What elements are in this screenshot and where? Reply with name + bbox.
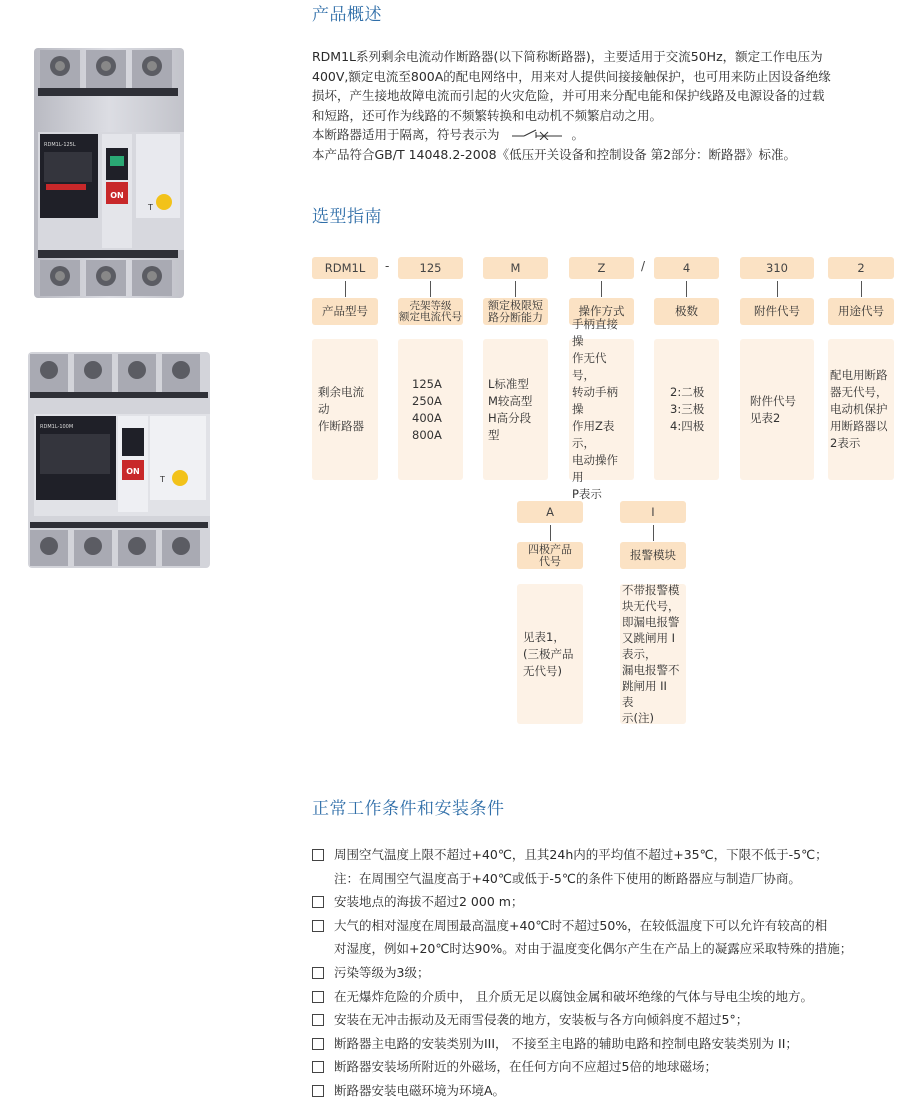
separator-slash: / <box>641 259 646 273</box>
code-box-frame: 125 <box>398 257 463 279</box>
desc-alarm: 不带报警模 块无代号， 即漏电报警 又跳闸用 I 表示， 漏电报警不 跳闸用 II 表 示(注) <box>620 584 686 724</box>
desc-frame: 125A 250A 400A 800A <box>398 339 463 480</box>
label-model: 产品型号 <box>312 298 378 325</box>
svg-text:T: T <box>148 203 153 212</box>
condition-item <box>312 985 912 1009</box>
condition-text: 对湿度，例如+20℃时达90%。对由于温度变化偶尔产生在产品上的凝露应采取特殊的措施； <box>334 941 853 957</box>
desc-poles: 2:二极 3:三极 4:四极 <box>654 339 719 480</box>
overview-line: 损坏，产生接地故障电流而引起的火灾危险，并可用来分配电能和保护线路及电源设备的过载 <box>312 88 825 103</box>
product-image-3pole <box>24 48 192 298</box>
desc-model: 剩余电流动 作断路器 <box>312 339 378 480</box>
label-operation: 操作方式 <box>569 298 634 325</box>
connector-line <box>430 281 431 297</box>
product-image-4pole <box>24 352 214 568</box>
checkbox-icon <box>312 1085 324 1097</box>
condition-note <box>312 867 912 891</box>
connector-line <box>601 281 602 297</box>
code-box-operation: Z <box>569 257 634 279</box>
separator-dash: - <box>385 259 390 273</box>
label-alarm: 报警模块 <box>620 542 686 569</box>
condition-text: 断路器安装场所附近的外磁场，在任何方向不应超过5倍的地球磁场； <box>334 1059 717 1075</box>
condition-item <box>312 1008 912 1032</box>
desc-four-pole: 见表1， (三极产品 无代号) <box>517 584 583 724</box>
conditions-title: 正常工作条件和安装条件 <box>312 799 505 819</box>
isolation-symbol-icon <box>510 128 568 140</box>
connector-line <box>515 281 516 297</box>
checkbox-icon <box>312 1061 324 1073</box>
code-box-four-pole: A <box>517 501 583 523</box>
desc-operation: 操 作无代号， 转动手柄操 作用Z表示， 电动操作用 P表示 <box>569 339 634 480</box>
svg-text:ON: ON <box>110 191 124 200</box>
code-box-poles: 4 <box>654 257 719 279</box>
condition-item <box>312 961 912 985</box>
code-box-alarm: I <box>620 501 686 523</box>
label-accessory: 附件代号 <box>740 298 814 325</box>
connector-line <box>550 525 551 541</box>
condition-text: 注：在周围空气温度高于+40℃或低于-5℃的条件下使用的断路器应与制造厂协商。 <box>334 870 801 886</box>
isolation-end: 。 <box>571 127 584 142</box>
overview-line: RDM1L系列剩余电流动作断路器(以下简称断路器)，主要适用于交流50Hz，额定工作电压为 <box>312 49 823 64</box>
label-frame: 壳架等级 额定电流代号 <box>398 298 463 325</box>
condition-item <box>312 914 912 938</box>
connector-line <box>777 281 778 297</box>
checkbox-icon <box>312 896 324 908</box>
condition-item <box>312 890 912 914</box>
condition-item <box>312 843 912 867</box>
condition-text: 断路器主电路的安装类别为III， 不接至主电路的辅助电路和控制电路安装类别为 II； <box>334 1035 798 1051</box>
checkbox-icon <box>312 991 324 1003</box>
checkbox-icon <box>312 967 324 979</box>
overview-line: 400V,额定电流至800A的配电网络中，用来对人提供间接接触保护，也可用来防止因设备绝缘 <box>312 68 831 84</box>
svg-text:T: T <box>160 475 165 484</box>
connector-line <box>686 281 687 297</box>
condition-text: 断路器安装电磁环境为环境A。 <box>334 1082 506 1098</box>
connector-line <box>345 281 346 297</box>
label-four-pole: 四极产品 代号 <box>517 542 583 569</box>
condition-continuation <box>312 937 912 961</box>
desc-accessory: 附件代号 见表2 <box>740 339 814 480</box>
standard-line: 本产品符合GB/T 14048.2-2008《低压开关设备和控制设备 第2部分：断路器》标准。 <box>312 146 797 162</box>
guide-title: 选型指南 <box>312 207 382 227</box>
condition-text: 周围空气温度上限不超过+40℃，且其24h内的平均值不超过+35℃，下限不低于-5℃； <box>334 847 828 862</box>
svg-text:RDM1L-125L: RDM1L-125L <box>44 142 76 148</box>
overview-line: 和短路，还可作为线路的不频繁转换和电动机不频繁启动之用。 <box>312 107 663 123</box>
checkbox-icon <box>312 1038 324 1050</box>
condition-text: 在无爆炸危险的介质中， 且介质无足以腐蚀金属和破坏绝缘的气体与导电尘埃的地方。 <box>334 988 813 1004</box>
label-breaking: 额定极限短 路分断能力 <box>483 298 548 325</box>
svg-text:ON: ON <box>126 467 140 476</box>
conditions-list <box>312 843 912 1103</box>
condition-text: 大气的相对湿度在周围最高温度+40℃时不超过50%，在较低温度下可以允许有较高的相 <box>334 917 828 933</box>
checkbox-icon <box>312 849 324 861</box>
svg-text:RDM1L-100M: RDM1L-100M <box>40 424 74 430</box>
connector-line <box>861 281 862 297</box>
code-box-model: RDM1L <box>312 257 378 279</box>
connector-line <box>653 525 654 541</box>
desc-usage: 配电用断路 器无代号， 电动机保护 用断路器以 2表示 <box>828 339 894 480</box>
condition-text: 安装在无冲击振动及无雨雪侵袭的地方，安装板与各方向倾斜度不超过5°； <box>334 1012 749 1028</box>
checkbox-icon <box>312 920 324 932</box>
overview-title: 产品概述 <box>312 5 382 25</box>
label-usage: 用途代号 <box>828 298 894 325</box>
condition-text: 污染等级为3级； <box>334 964 430 980</box>
overview-paragraph <box>312 47 912 164</box>
code-box-usage: 2 <box>828 257 894 279</box>
isolation-text: 本断路器适用于隔离，符号表示为 <box>312 127 500 142</box>
isolation-line <box>312 125 912 145</box>
code-box-breaking: M <box>483 257 548 279</box>
label-poles: 极数 <box>654 298 719 325</box>
checkbox-icon <box>312 1014 324 1026</box>
condition-item <box>312 1079 912 1103</box>
condition-item <box>312 1032 912 1056</box>
condition-text: 安装地点的海拔不超过2 000 m； <box>334 894 524 910</box>
condition-item <box>312 1055 912 1079</box>
desc-breaking: L标准型 M较高型 H高分段型 <box>483 339 548 480</box>
code-box-accessory: 310 <box>740 257 814 279</box>
